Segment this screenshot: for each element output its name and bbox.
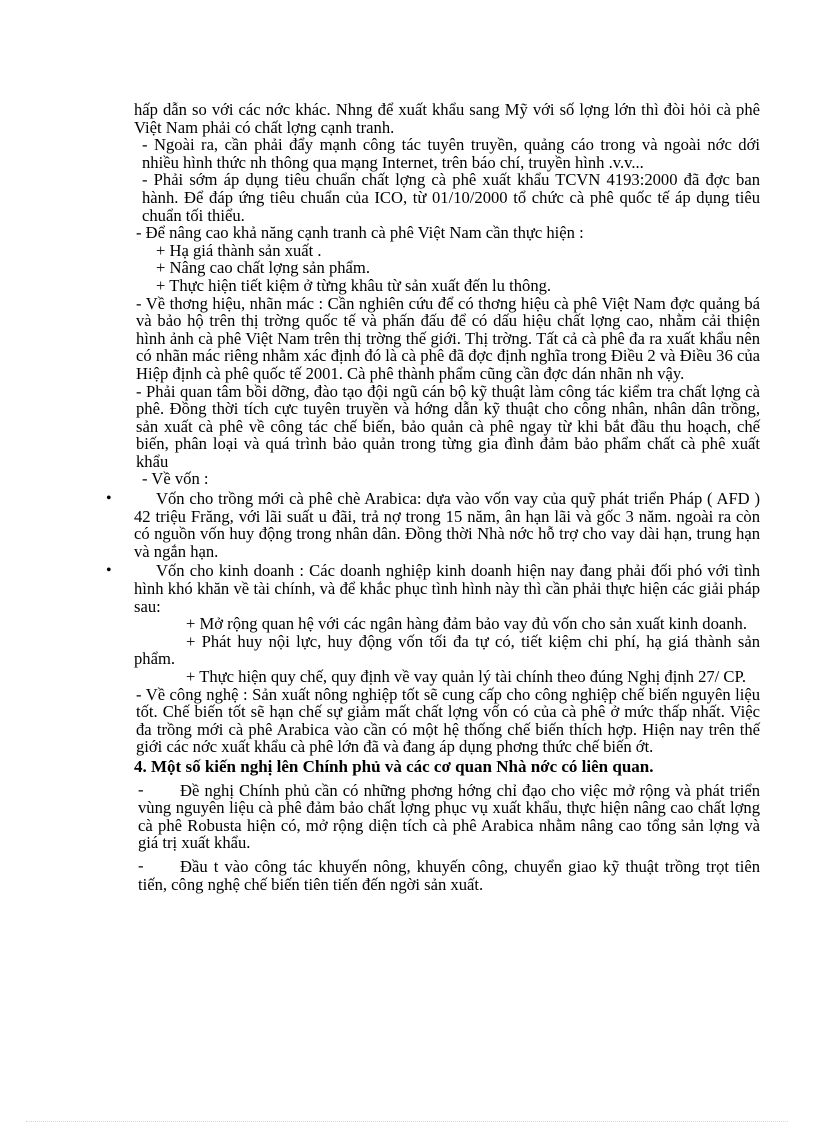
- paragraph-technology: - Về công nghệ : Sản xuất nông nghiệp tốt sẽ cung cấp cho công nghiệp chế biến nguyên liệu tốt. Chế biến tốt sẽ hạn chế sự giảm mất chất lợng vốn có của cà phê ở mức thấp nhất. Việc đa trồng mới cà phê Arabica vào cần có một hệ thống chế biến thích hợp. Hiện nay trên thế giới các nớc xuất khẩu cà phê lớn đã và đang áp dụng phơng thức chế biến ớt.: [136, 684, 760, 757]
- list-item: + Nâng cao chất lợng sản phẩm.: [156, 258, 370, 278]
- list-item: + Hạ giá thành sản xuất .: [156, 240, 322, 260]
- paragraph-competitiveness: - Để nâng cao khả năng cạnh tranh cà phê Việt Nam cần thực hiện :: [136, 223, 584, 243]
- paragraph-capital-heading: - Về vốn :: [142, 469, 209, 489]
- paragraph-advertising: - Ngoài ra, cần phải đẩy mạnh công tác tuyên truyền, quảng cáo trong và ngoài nớc dới nhiều hình thức nh thông qua mạng Internet, trên báo chí, truyền hình .v.v...: [142, 135, 760, 172]
- page-bottom-rule: [26, 1121, 788, 1122]
- dash-marker: -: [138, 779, 144, 799]
- paragraph-quality-standard: - Phải sớm áp dụng tiêu chuẩn chất lợng cà phê xuất khẩu TCVN 4193:2000 đã đợc ban hành. Để đáp ứng tiêu chuẩn của ICO, từ 01/10/2000 tổ chức cà phê quốc tế áp dụng tiêu chuẩn tối thiểu.: [142, 170, 760, 225]
- document-body: [106, 100, 760, 894]
- paragraph-branding: - Về thơng hiệu, nhãn mác : Cần nghiên cứu để có thơng hiệu cà phê Việt Nam đợc quảng bá và bảo hộ trên thị trờng quốc tế và phấn đấu để có dấu hiệu chất lợng cao, nhằm cải thiện hình ảnh cà phê Việt Nam trên thị trờng thế giới. Thị trờng. Tất cả cà phê đa ra xuất khẩu nên có nhãn mác riêng nhằm xác định đó là cà phê đã đợc định nghĩa trong Điều 2 và Điều 36 của Hiệp định cà phê quốc tế 2001. Cà phê thành phẩm cũng cần đợc dán nhãn nh vậy.: [136, 293, 760, 383]
- sub-item: + Phát huy nội lực, huy động vốn tối đa tự có, tiết kiệm chi phí, hạ giá thành sản phẩm.: [134, 631, 760, 669]
- recommendation-text: Đề nghị Chính phủ cần có những phơng hớng chỉ đạo cho việc mở rộng và phát triển vùng nguyên liệu cà phê đảm bảo chất lợng phục vụ xuất khẩu, thực hiện nâng cao chất lợng cà phê Robusta hiện có, mở rộng diện tích cà phê Arabica nhằm nâng cao tổng sản lợng và giá trị xuất khẩu.: [138, 780, 760, 853]
- bullet-icon: •: [106, 562, 112, 580]
- bullet-text: Vốn cho kinh doanh : Các doanh nghiệp kinh doanh hiện nay đang phải đối phó với tình hình khó khăn về tài chính, và để khắc phục tình hình này thì cần phải thực hiện các giải pháp sau:: [134, 561, 760, 616]
- recommendation-item: [134, 779, 760, 853]
- bullet-item-business-capital: [106, 561, 760, 616]
- paragraph-intro: hấp dẫn so với các nớc khác. Nhng để xuất khẩu sang Mỹ với số lợng lớn thì đòi hỏi cà phê Việt Nam phải có chất lợng cạnh tranh.: [134, 100, 760, 137]
- section-heading: 4. Một số kiến nghị lên Chính phủ và các cơ quan Nhà nớc có liên quan.: [134, 756, 654, 776]
- bullet-text: Vốn cho trồng mới cà phê chè Arabica: dựa vào vốn vay của quỹ phát triển Pháp ( AFD ) 42 triệu Frăng, với lãi suất u đãi, trả nợ trong 15 năm, ân hạn lãi và gốc 3 năm. ngoài ra còn có nguồn vốn huy động trong nhân dân. Đồng thời Nhà nớc hỗ trợ cho vay dài hạn, trung hạn và ngắn hạn.: [134, 489, 760, 561]
- dash-marker: -: [138, 855, 144, 875]
- sub-item: + Thực hiện quy chế, quy định về vay quản lý tài chính theo đúng Nghị định 27/ CP.: [186, 667, 747, 686]
- recommendation-text: Đầu t vào công tác khuyến nông, khuyến công, chuyển giao kỹ thuật trồng trọt tiên tiến, công nghệ chế biến tiên tiến đến ngời sản xuất.: [138, 856, 760, 894]
- paragraph-training: - Phải quan tâm bồi dỡng, đào tạo đội ngũ cán bộ kỹ thuật làm công tác kiểm tra chất lợng cà phê. Đồng thời tích cực tuyên truyền và hớng dẫn kỹ thuật cho công nhân, nhân dân trồng, sản xuất cà phê về công tác chế biến, bảo quản cà phê ngay từ khi bắt đầu thu hoạch, chế biến, phân loại và quá trình bảo quản trong từng gia đình đảm bảo phẩm chất cà phê xuất khẩu: [136, 381, 760, 471]
- list-item: + Thực hiện tiết kiệm ở từng khâu từ sản xuất đến lu thông.: [156, 275, 552, 295]
- sub-item: + Mở rộng quan hệ với các ngân hàng đảm bảo vay đủ vốn cho sản xuất kinh doanh.: [186, 614, 748, 634]
- recommendation-item: [134, 855, 760, 894]
- bullet-icon: •: [106, 490, 112, 508]
- bullet-item-arabica-capital: [106, 489, 760, 561]
